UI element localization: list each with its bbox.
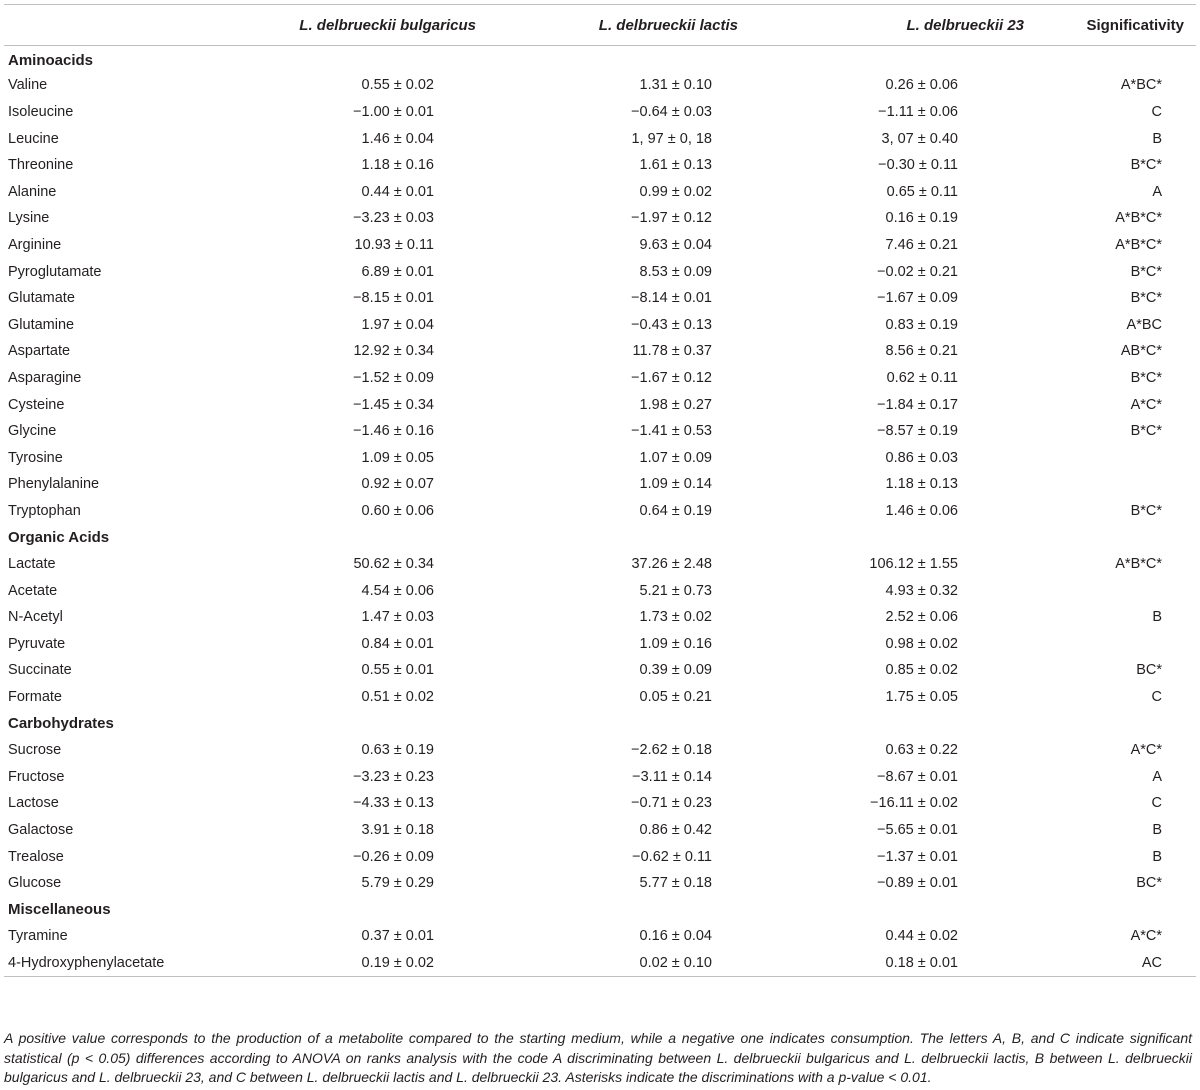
value-bulgaricus: 4.54 ± 0.06 xyxy=(361,582,434,599)
significativity-code: B xyxy=(1152,848,1162,865)
value-lactis: 0.02 ± 0.10 xyxy=(639,954,712,971)
table-row xyxy=(4,152,1196,179)
value-strain-23: 2.52 ± 0.06 xyxy=(885,609,958,626)
significativity-code: B*C* xyxy=(1130,369,1162,386)
value-strain-23: 8.56 ± 0.21 xyxy=(885,343,958,360)
metabolite-name: Tyramine xyxy=(8,928,68,945)
metabolite-name: Formate xyxy=(8,689,62,706)
significativity-code: A*BC* xyxy=(1120,77,1162,94)
value-strain-23: 1.18 ± 0.13 xyxy=(885,476,958,493)
table-row xyxy=(4,391,1196,418)
value-strain-23: 106.12 ± 1.55 xyxy=(869,556,958,573)
significativity-code: B*C* xyxy=(1130,423,1162,440)
header-bulgaricus: L. delbrueckii bulgaricus xyxy=(299,16,476,34)
value-bulgaricus: 0.51 ± 0.02 xyxy=(361,689,434,706)
value-lactis: 0.99 ± 0.02 xyxy=(639,183,712,200)
value-lactis: 37.26 ± 2.48 xyxy=(631,556,712,573)
value-strain-23: 1.75 ± 0.05 xyxy=(885,689,958,706)
value-lactis: 1.09 ± 0.14 xyxy=(639,476,712,493)
value-strain-23: 0.44 ± 0.02 xyxy=(885,928,958,945)
value-strain-23: 1.46 ± 0.06 xyxy=(885,502,958,519)
metabolite-name: Acetate xyxy=(8,582,58,599)
value-strain-23: 0.63 ± 0.22 xyxy=(885,742,958,759)
table-row xyxy=(4,817,1196,844)
table-row xyxy=(4,764,1196,791)
value-bulgaricus: −4.33 ± 0.13 xyxy=(353,795,434,812)
value-lactis: 1.09 ± 0.16 xyxy=(639,635,712,652)
table-row xyxy=(4,338,1196,365)
metabolite-table xyxy=(4,4,1196,977)
value-bulgaricus: 10.93 ± 0.11 xyxy=(354,236,434,253)
value-lactis: −8.14 ± 0.01 xyxy=(631,290,712,307)
value-strain-23: −16.11 ± 0.02 xyxy=(870,795,958,812)
value-strain-23: −1.67 ± 0.09 xyxy=(877,290,958,307)
table-row xyxy=(4,125,1196,152)
metabolite-name: Galactose xyxy=(8,822,74,839)
value-strain-23: 0.26 ± 0.06 xyxy=(885,77,958,94)
value-lactis: 0.39 ± 0.09 xyxy=(639,662,712,679)
metabolite-name: Threonine xyxy=(8,157,74,174)
section-row xyxy=(4,46,1196,73)
metabolite-name: Trealose xyxy=(8,848,64,865)
table-row xyxy=(4,205,1196,232)
metabolite-name: Sucrose xyxy=(8,742,62,759)
value-strain-23: −1.11 ± 0.06 xyxy=(878,103,958,120)
significativity-code: C xyxy=(1151,689,1162,706)
metabolite-name: Pyroglutamate xyxy=(8,263,102,280)
metabolite-name: Lysine xyxy=(8,210,50,227)
significativity-code: B*C* xyxy=(1130,157,1162,174)
significativity-code: A xyxy=(1152,183,1162,200)
value-lactis: 1.07 ± 0.09 xyxy=(639,449,712,466)
metabolite-name: Succinate xyxy=(8,662,72,679)
value-strain-23: 0.98 ± 0.02 xyxy=(885,635,958,652)
value-strain-23: 3, 07 ± 0.40 xyxy=(881,130,958,147)
metabolite-name: 4-Hydroxyphenylacetate xyxy=(8,954,165,971)
value-lactis: 0.86 ± 0.42 xyxy=(639,822,712,839)
table-row xyxy=(4,232,1196,259)
table-row xyxy=(4,72,1196,99)
value-strain-23: −0.89 ± 0.01 xyxy=(877,875,958,892)
significativity-code: B xyxy=(1152,130,1162,147)
table-row xyxy=(4,365,1196,392)
value-lactis: 1, 97 ± 0, 18 xyxy=(631,130,712,147)
section-row xyxy=(4,524,1196,551)
value-bulgaricus: 50.62 ± 0.34 xyxy=(353,556,434,573)
header-row xyxy=(4,5,1196,46)
value-strain-23: −1.84 ± 0.17 xyxy=(877,396,958,413)
value-lactis: 11.78 ± 0.37 xyxy=(632,343,712,360)
significativity-code: C xyxy=(1151,103,1162,120)
value-strain-23: −0.02 ± 0.21 xyxy=(877,263,958,280)
value-bulgaricus: 0.84 ± 0.01 xyxy=(361,635,434,652)
significativity-code: A*C* xyxy=(1130,742,1162,759)
value-bulgaricus: 3.91 ± 0.18 xyxy=(361,822,434,839)
table-row xyxy=(4,737,1196,764)
significativity-code: C xyxy=(1151,795,1162,812)
significativity-code: A*B*C* xyxy=(1115,210,1162,227)
metabolite-name: Lactose xyxy=(8,795,59,812)
header-strain-23: L. delbrueckii 23 xyxy=(906,16,1024,34)
section-title: Miscellaneous xyxy=(8,901,111,919)
metabolite-name: Fructose xyxy=(8,768,65,785)
value-strain-23: 0.16 ± 0.19 xyxy=(885,210,958,227)
value-strain-23: −8.67 ± 0.01 xyxy=(877,768,958,785)
significativity-code: BC* xyxy=(1136,875,1162,892)
value-lactis: −1.41 ± 0.53 xyxy=(631,423,712,440)
value-strain-23: −8.57 ± 0.19 xyxy=(877,423,958,440)
table-row xyxy=(4,843,1196,870)
metabolite-name: Valine xyxy=(8,77,48,94)
table-row xyxy=(4,684,1196,711)
section-title: Carbohydrates xyxy=(8,715,114,733)
significativity-code: B xyxy=(1152,609,1162,626)
value-bulgaricus: 0.55 ± 0.02 xyxy=(361,77,434,94)
value-bulgaricus: 0.19 ± 0.02 xyxy=(361,954,434,971)
section-title: Aminoacids xyxy=(8,51,94,69)
header-significativity: Significativity xyxy=(1086,16,1184,34)
header-metabolite xyxy=(4,5,234,46)
table-row xyxy=(4,498,1196,525)
value-lactis: 0.05 ± 0.21 xyxy=(639,689,712,706)
value-bulgaricus: 1.18 ± 0.16 xyxy=(361,157,434,174)
document-page xyxy=(0,4,1200,1090)
value-lactis: 0.16 ± 0.04 xyxy=(639,928,712,945)
value-bulgaricus: −3.23 ± 0.23 xyxy=(353,768,434,785)
table-row xyxy=(4,178,1196,205)
value-bulgaricus: 1.97 ± 0.04 xyxy=(361,316,434,333)
value-bulgaricus: 1.47 ± 0.03 xyxy=(361,609,434,626)
metabolite-name: Lactate xyxy=(8,556,56,573)
significativity-code: B*C* xyxy=(1130,263,1162,280)
value-lactis: −0.64 ± 0.03 xyxy=(631,103,712,120)
value-bulgaricus: −0.26 ± 0.09 xyxy=(353,848,434,865)
table-row xyxy=(4,285,1196,312)
value-strain-23: −0.30 ± 0.11 xyxy=(878,157,958,174)
significativity-code: AB*C* xyxy=(1120,343,1162,360)
metabolite-name: Aspartate xyxy=(8,343,71,360)
significativity-code: BC* xyxy=(1136,662,1162,679)
metabolite-name: Cysteine xyxy=(8,396,65,413)
header-lactis: L. delbrueckii lactis xyxy=(598,16,738,34)
value-bulgaricus: 0.63 ± 0.19 xyxy=(361,742,434,759)
value-bulgaricus: −1.00 ± 0.01 xyxy=(353,103,434,120)
value-lactis: −1.67 ± 0.12 xyxy=(631,369,712,386)
metabolite-name: Arginine xyxy=(8,236,62,253)
significativity-code: A*BC xyxy=(1126,316,1162,333)
metabolite-name: Glutamate xyxy=(8,290,75,307)
metabolite-name: Isoleucine xyxy=(8,103,74,120)
metabolite-name: Alanine xyxy=(8,183,57,200)
value-bulgaricus: 1.46 ± 0.04 xyxy=(361,130,434,147)
table-row xyxy=(4,631,1196,658)
value-lactis: −0.62 ± 0.11 xyxy=(632,848,712,865)
table-row xyxy=(4,444,1196,471)
significativity-code xyxy=(1044,471,1196,498)
table-row xyxy=(4,790,1196,817)
section-row xyxy=(4,710,1196,737)
significativity-code: B*C* xyxy=(1130,290,1162,307)
metabolite-name: Glucose xyxy=(8,875,62,892)
table-row xyxy=(4,258,1196,285)
value-strain-23: 7.46 ± 0.21 xyxy=(885,236,958,253)
value-bulgaricus: −3.23 ± 0.03 xyxy=(353,210,434,227)
table-footnote: A positive value corresponds to the production of a metabolite compared to the starting medium, while a negative one indicates consumption. The letters A, B, and C indicate significant statistical (p < 0.05) differences according to ANOVA on ranks analysis with the code A discriminating between L. delbrueckii bulgaricus and L. delbrueckii lactis, B between L. delbrueckii bulgaricus and L. delbrueckii 23, and C between L. delbrueckii lactis and L. delbrueckii 23. Asterisks indicate the discriminations with a p-value < 0.01. xyxy=(4,1030,1192,1085)
value-lactis: −1.97 ± 0.12 xyxy=(631,210,712,227)
value-bulgaricus: −8.15 ± 0.01 xyxy=(353,290,434,307)
value-bulgaricus: 1.09 ± 0.05 xyxy=(361,449,434,466)
table-row xyxy=(4,950,1196,977)
value-strain-23: 0.86 ± 0.03 xyxy=(885,449,958,466)
table-row xyxy=(4,471,1196,498)
value-lactis: 5.77 ± 0.18 xyxy=(639,875,712,892)
significativity-code xyxy=(1044,631,1196,658)
significativity-code: B xyxy=(1152,822,1162,839)
significativity-code: A*B*C* xyxy=(1115,556,1162,573)
table-header xyxy=(4,5,1196,46)
table-row xyxy=(4,657,1196,684)
significativity-code: A*C* xyxy=(1130,928,1162,945)
value-bulgaricus: 0.37 ± 0.01 xyxy=(361,928,434,945)
significativity-code xyxy=(1044,444,1196,471)
value-strain-23: 0.18 ± 0.01 xyxy=(885,954,958,971)
value-lactis: −3.11 ± 0.14 xyxy=(632,768,712,785)
metabolite-name: Phenylalanine xyxy=(8,476,100,493)
value-lactis: 8.53 ± 0.09 xyxy=(639,263,712,280)
metabolite-name: Asparagine xyxy=(8,369,82,386)
value-lactis: 1.98 ± 0.27 xyxy=(639,396,712,413)
table-row xyxy=(4,870,1196,897)
metabolite-name: Leucine xyxy=(8,130,59,147)
significativity-code: AC xyxy=(1141,954,1162,971)
value-bulgaricus: 0.92 ± 0.07 xyxy=(361,476,434,493)
metabolite-name: Glutamine xyxy=(8,316,75,333)
value-lactis: 1.73 ± 0.02 xyxy=(639,609,712,626)
section-row xyxy=(4,897,1196,924)
value-lactis: 1.31 ± 0.10 xyxy=(639,77,712,94)
value-bulgaricus: 0.55 ± 0.01 xyxy=(361,662,434,679)
metabolite-name: Glycine xyxy=(8,423,57,440)
value-lactis: −0.43 ± 0.13 xyxy=(631,316,712,333)
value-lactis: 1.61 ± 0.13 xyxy=(639,157,712,174)
value-strain-23: 0.83 ± 0.19 xyxy=(885,316,958,333)
table-body xyxy=(4,46,1196,977)
significativity-code: A*B*C* xyxy=(1115,236,1162,253)
value-lactis: 0.64 ± 0.19 xyxy=(639,502,712,519)
table-row xyxy=(4,311,1196,338)
value-strain-23: 0.85 ± 0.02 xyxy=(885,662,958,679)
value-strain-23: −5.65 ± 0.01 xyxy=(877,822,958,839)
significativity-code: B*C* xyxy=(1130,502,1162,519)
value-bulgaricus: 0.60 ± 0.06 xyxy=(361,502,434,519)
value-bulgaricus: 6.89 ± 0.01 xyxy=(361,263,434,280)
value-strain-23: 0.65 ± 0.11 xyxy=(886,183,958,200)
value-lactis: 5.21 ± 0.73 xyxy=(639,582,712,599)
value-lactis: −2.62 ± 0.18 xyxy=(631,742,712,759)
metabolite-name: Tryptophan xyxy=(8,502,81,519)
table-row xyxy=(4,99,1196,126)
value-bulgaricus: 5.79 ± 0.29 xyxy=(361,875,434,892)
metabolite-name: Tyrosine xyxy=(8,449,63,466)
table-row xyxy=(4,551,1196,578)
section-title: Organic Acids xyxy=(8,528,110,546)
value-bulgaricus: −1.46 ± 0.16 xyxy=(353,423,434,440)
value-bulgaricus: 12.92 ± 0.34 xyxy=(353,343,434,360)
significativity-code xyxy=(1044,577,1196,604)
table-row xyxy=(4,604,1196,631)
value-strain-23: −1.37 ± 0.01 xyxy=(877,848,958,865)
value-strain-23: 4.93 ± 0.32 xyxy=(885,582,958,599)
table-row xyxy=(4,577,1196,604)
value-bulgaricus: −1.52 ± 0.09 xyxy=(353,369,434,386)
value-lactis: 9.63 ± 0.04 xyxy=(639,236,712,253)
value-bulgaricus: 0.44 ± 0.01 xyxy=(361,183,434,200)
metabolite-name: N-Acetyl xyxy=(8,609,63,626)
metabolite-name: Pyruvate xyxy=(8,635,66,652)
significativity-code: A*C* xyxy=(1130,396,1162,413)
table-row xyxy=(4,418,1196,445)
table-row xyxy=(4,923,1196,950)
value-strain-23: 0.62 ± 0.11 xyxy=(886,369,958,386)
value-lactis: −0.71 ± 0.23 xyxy=(631,795,712,812)
significativity-code: A xyxy=(1152,768,1162,785)
value-bulgaricus: −1.45 ± 0.34 xyxy=(353,396,434,413)
